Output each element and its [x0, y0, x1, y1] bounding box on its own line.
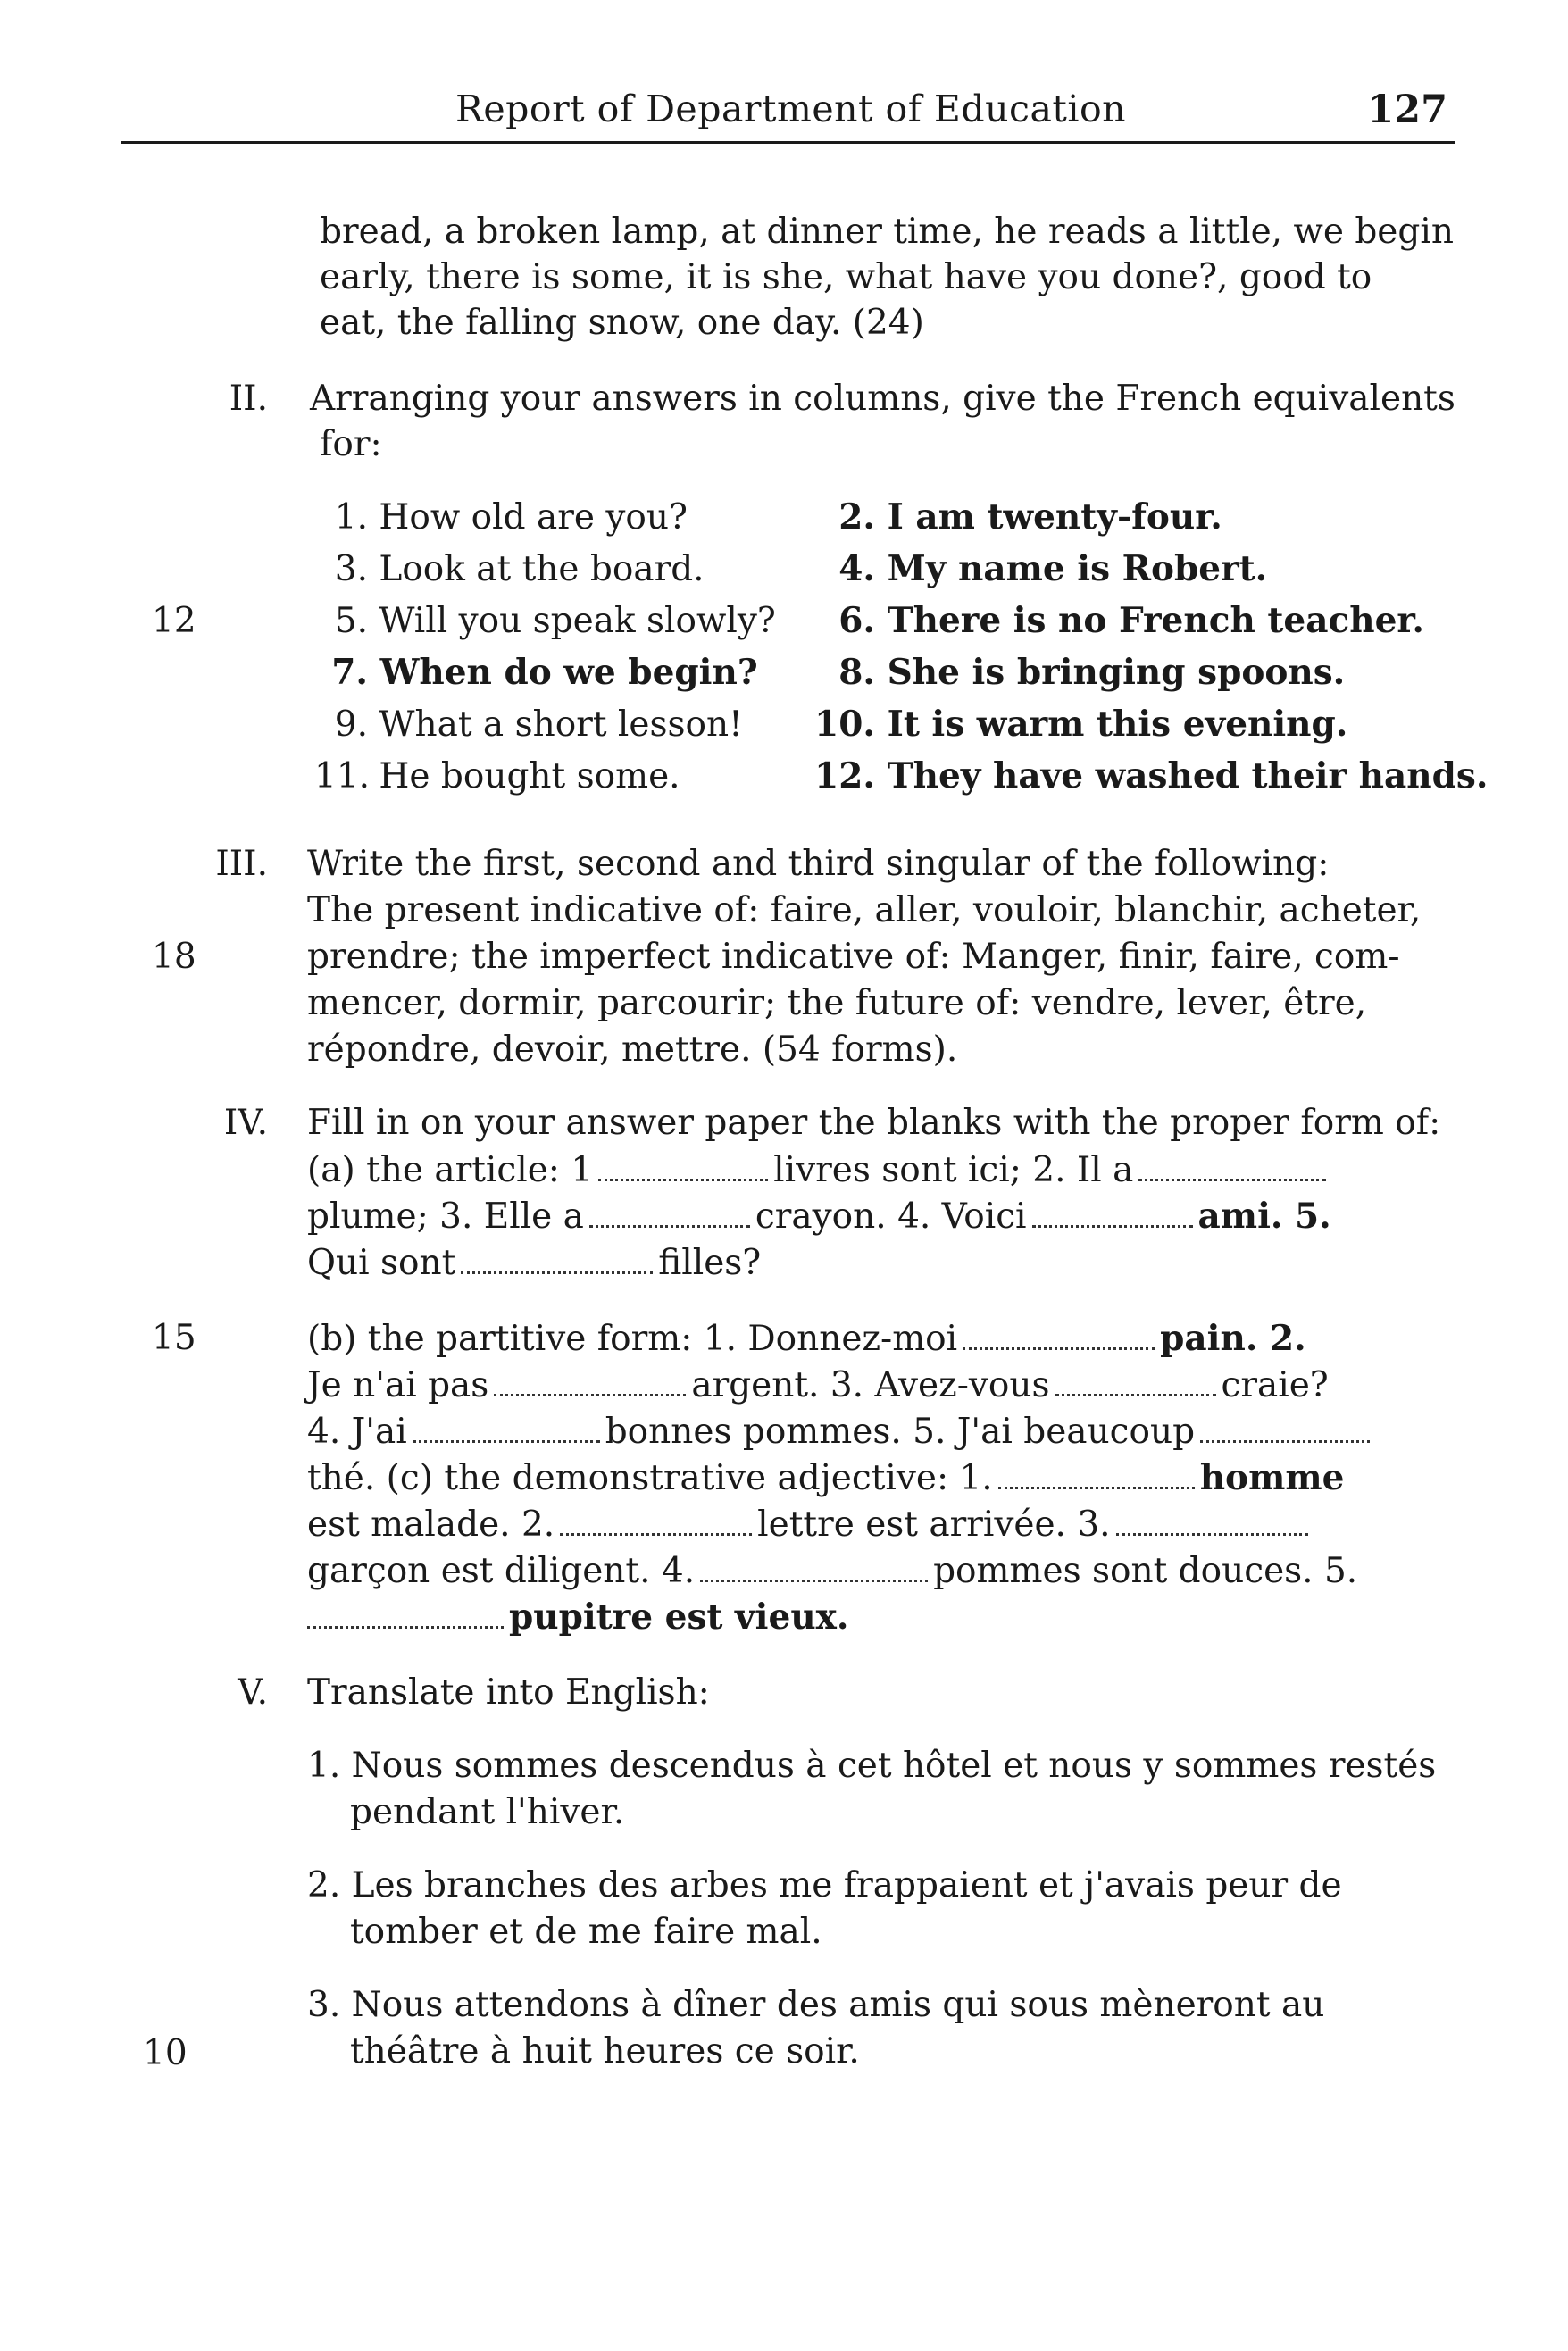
section-iv-b-line-1 [307, 1318, 1306, 1359]
item-text: What a short lesson! [379, 704, 743, 745]
section-ii-instruction-2: for: [320, 424, 382, 464]
item-number: 2. [838, 496, 875, 538]
item-number: 6. [838, 600, 875, 641]
text-fragment: thé. (c) the demonstrative adjective: 1. [307, 1458, 993, 1498]
item-text: Will you speak slowly? [379, 601, 776, 641]
fill-blank [560, 1506, 752, 1536]
list-item [804, 496, 1222, 538]
section-iv-a-line-1 [307, 1152, 1331, 1188]
section-iv-b-line-6 [307, 1551, 1358, 1591]
text-fragment: 4. J'ai [307, 1412, 407, 1452]
item-number: 12. [814, 755, 875, 796]
section-iii-line-2: The present indicative of: faire, aller, vouloir, blanchir, acheter, [307, 890, 1422, 930]
marks-section-iv: 15 [152, 1318, 196, 1358]
list-item [314, 601, 776, 641]
text-fragment: (b) the partitive form: 1. Donnez-moi [307, 1319, 958, 1359]
translation-item-1-line-2: pendant l'hiver. [350, 1792, 625, 1832]
list-item [314, 652, 758, 693]
section-iv-b-line-2 [307, 1367, 1329, 1403]
fill-blank [1200, 1413, 1370, 1443]
translation-item-3-line-2: théâtre à huit heures ce soir. [350, 2031, 860, 2072]
fill-blank [1116, 1506, 1308, 1536]
text-fragment: garçon est diligent. 4. [307, 1551, 696, 1591]
fill-blank [413, 1413, 600, 1443]
text-fragment: (a) the article: 1 [307, 1150, 594, 1190]
section-numeral-ii: II. [229, 379, 268, 419]
item-text: I am twenty-four. [887, 496, 1222, 538]
text-fragment: pupitre est vieux. [509, 1597, 849, 1638]
fill-blank [598, 1152, 768, 1181]
text-fragment: livres sont ici; 2. Il a [773, 1150, 1134, 1190]
section-iv-instruction: Fill in on your answer paper the blanks with the proper form of: [307, 1103, 1441, 1143]
item-text: Les branches des arbes me frappaient et j'avais peur de [351, 1865, 1342, 1905]
section-iii-line-5: répondre, devoir, mettre. (54 forms). [307, 1030, 958, 1070]
fill-blank [1032, 1198, 1193, 1228]
text-fragment: est malade. 2. [307, 1505, 555, 1545]
section-iv-b-line-4 [307, 1457, 1345, 1498]
text-fragment: Je n'ai pas [307, 1365, 489, 1405]
text-fragment: ami. 5. [1197, 1196, 1331, 1237]
text-fragment: crayon. 4. Voici [755, 1196, 1027, 1237]
item-number: 7. [331, 652, 368, 693]
item-number: 3. [307, 1985, 341, 2025]
text-fragment: Qui sont [307, 1243, 456, 1283]
item-number: 3. [334, 549, 368, 589]
item-text: It is warm this evening. [887, 704, 1348, 745]
text-fragment: bonnes pommes. 5. J'ai beaucoup [605, 1412, 1196, 1452]
item-text: They have washed their hands. [887, 755, 1489, 796]
item-number: 8. [838, 652, 875, 693]
item-number: 4. [838, 548, 875, 589]
list-item [314, 549, 705, 589]
list-item [804, 548, 1268, 589]
fill-blank [700, 1553, 928, 1582]
list-item [804, 600, 1424, 641]
text-fragment: pain. 2. [1160, 1318, 1306, 1359]
list-item [804, 704, 1348, 745]
text-fragment: craie? [1221, 1365, 1329, 1405]
section-iii-line-4: mencer, dormir, parcourir; the future of: vendre, lever, être, [307, 983, 1367, 1023]
section-iv-b-line-5 [307, 1505, 1314, 1545]
item-text: There is no French teacher. [887, 600, 1424, 641]
item-text: She is bringing spoons. [887, 652, 1346, 693]
translation-item-1-line-1 [307, 1746, 1437, 1786]
fill-blank [589, 1198, 750, 1228]
text-fragment: filles? [658, 1243, 762, 1283]
item-number: 1. [334, 497, 368, 538]
section-iv-a-line-3 [307, 1243, 762, 1283]
list-item [314, 756, 680, 796]
intro-line-3: eat, the falling snow, one day. (24) [320, 303, 924, 343]
header-rule [121, 141, 1455, 144]
translation-item-3-line-1 [307, 1985, 1325, 2025]
text-fragment: lettre est arrivée. 3. [757, 1505, 1111, 1545]
item-number: 11. [314, 756, 371, 796]
item-text: My name is Robert. [887, 548, 1268, 589]
text-fragment: homme [1199, 1457, 1345, 1498]
section-numeral-v: V. [238, 1672, 268, 1713]
list-item [314, 704, 743, 745]
list-item [314, 497, 688, 538]
fill-blank [461, 1245, 653, 1274]
item-number: 5. [334, 601, 368, 641]
marks-section-v: 10 [143, 2033, 188, 2073]
item-number: 1. [307, 1746, 341, 1786]
section-iv-b-line-3 [307, 1412, 1375, 1452]
section-numeral-iv: IV. [223, 1103, 268, 1143]
fill-blank [494, 1367, 686, 1396]
fill-blank [1055, 1367, 1216, 1396]
intro-line-1: bread, a broken lamp, at dinner time, he reads a little, we begin [320, 212, 1454, 252]
item-text: He bought some. [379, 756, 680, 796]
fill-blank [1138, 1152, 1326, 1181]
translation-item-2-line-1 [307, 1865, 1342, 1905]
section-ii-instruction-1: Arranging your answers in columns, give the French equivalents [310, 379, 1455, 419]
text-fragment: pommes sont douces. 5. [933, 1551, 1358, 1591]
text-fragment: argent. 3. Avez-vous [691, 1365, 1050, 1405]
item-text: Nous attendons à dîner des amis qui sous mèneront au [351, 1985, 1325, 2025]
item-text: Nous sommes descendus à cet hôtel et nous y sommes restés [351, 1746, 1437, 1786]
item-number: 9. [334, 704, 368, 745]
item-text: Look at the board. [379, 549, 705, 589]
section-numeral-iii: III. [215, 844, 268, 884]
item-number: 2. [307, 1865, 341, 1905]
text-fragment: plume; 3. Elle a [307, 1196, 584, 1237]
section-iii-line-1: Write the first, second and third singular of the following: [307, 844, 1330, 884]
page-number: 127 [1367, 88, 1447, 132]
item-number: 10. [814, 704, 875, 745]
item-text: How old are you? [379, 497, 688, 538]
list-item [804, 755, 1489, 796]
marks-section-iii: 18 [152, 937, 196, 977]
intro-line-2: early, there is some, it is she, what have you done?, good to [320, 257, 1372, 297]
list-item [804, 652, 1346, 693]
section-iv-a-line-2 [307, 1196, 1331, 1237]
translation-item-2-line-2: tomber et de me faire mal. [350, 1912, 822, 1952]
item-text: When do we begin? [379, 652, 758, 693]
fill-blank [307, 1599, 504, 1629]
fill-blank [963, 1321, 1155, 1350]
section-iv-b-line-7 [307, 1597, 849, 1638]
marks-section-ii: 12 [152, 601, 196, 641]
running-header-title: Report of Department of Education [455, 88, 1127, 130]
section-v-instruction: Translate into English: [307, 1672, 710, 1713]
fill-blank [998, 1460, 1195, 1489]
section-iii-line-3: prendre; the imperfect indicative of: Manger, finir, faire, com- [307, 937, 1400, 977]
